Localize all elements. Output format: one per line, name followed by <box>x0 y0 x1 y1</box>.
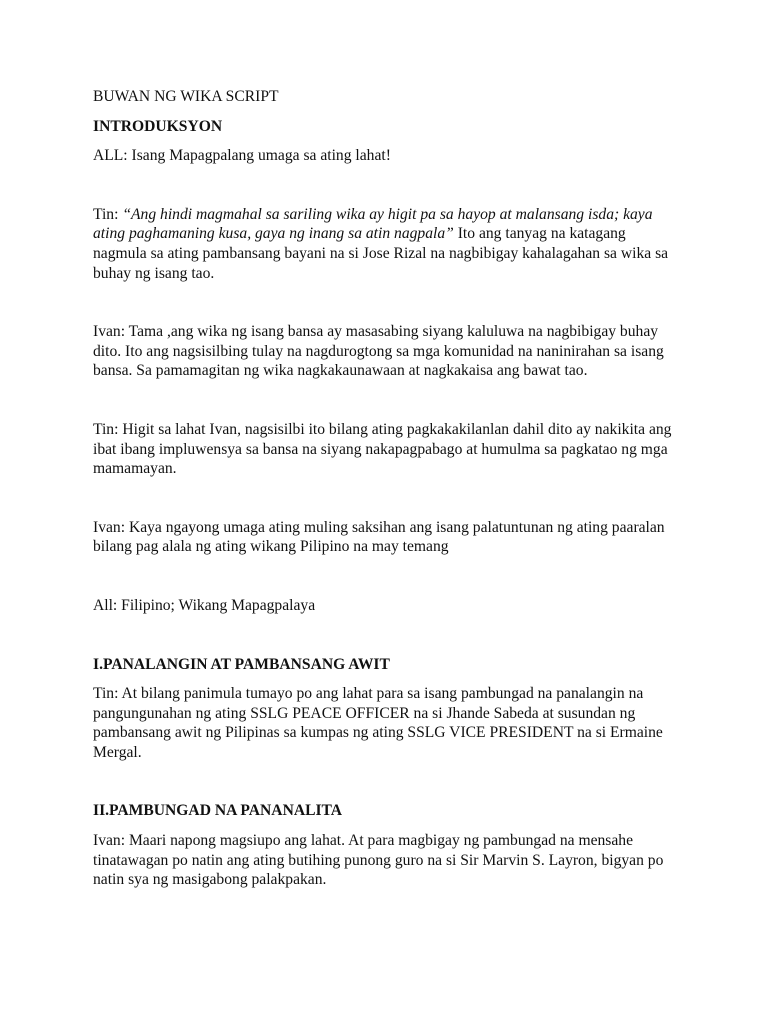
ivan-paragraph-1: Ivan: Tama ,ang wika ng isang bansa ay masasabing siyang kaluluwa na nagbibigay buhay dito. Ito ang nagsisilbing tulay na nagdurogtong sa mga komunidad na naninirahan sa isang bansa. Sa pamamagitan ng wika nagkakaunawaan at nagkakaisa ang bawat tao. <box>93 323 664 380</box>
ivan-paragraph-2: Ivan: Kaya ngayong umaga ating muling saksihan ang isang palatuntunan ng ating paaralan bilang pag alala ng ating wikang Pilipino na may temang <box>93 518 665 556</box>
rizal-quote: “Ang hindi magmahal sa sariling wika ay higit pa sa hayop at malansang isda; kaya ating paghamaning kusa, gaya ng inang sa atin nagpala” <box>93 205 653 243</box>
intro-heading: INTRODUKSYON <box>93 117 223 135</box>
all-greeting-line: ALL: Isang Mapagpalang umaga sa ating lahat! <box>93 147 391 165</box>
all-theme-line: All: Filipino; Wikang Mapagpalaya <box>93 596 316 614</box>
tin-quote-paragraph <box>93 205 683 283</box>
tin-paragraph-2: Tin: Higit sa lahat Ivan, nagsisilbi ito bilang ating pagkakakilanlan dahil dito ay nakikita ang ibat ibang impluwensya sa bansa na siyang nakapagpabago at humulma sa pagkatao ng mga mamamayan. <box>93 420 672 478</box>
tin-paragraph-3: Tin: At bilang panimula tumayo po ang lahat para sa isang pambungad na panalangin na pangungunahan ng ating SSLG PEACE OFFICER na si Jhande Sabeda at susundan ng pambansang awit ng Pilipinas sa kumpas ng ating SSLG VICE PRESIDENT na si Ermaine Mergal. <box>93 685 663 761</box>
document-body <box>93 87 683 890</box>
tin-quote-explanation: Ito ang tanyag na katagang nagmula sa ating pambansang bayani na si Jose Rizal na nagbibigay kahalagahan sa wika sa buhay ng isang tao. <box>93 225 669 282</box>
section-1-heading: I.PANALANGIN AT PAMBANSANG AWIT <box>93 655 390 673</box>
ivan-paragraph-3: Ivan: Maari napong magsiupo ang lahat. At para magbigay ng pambungad na mensahe tinatawagan po natin ang ating butihing punong guro na si Sir Marvin S. Layron, bigyan po natin sya ng masigabong palakpakan. <box>93 832 664 889</box>
section-2-heading: II.PAMBUNGAD NA PANANALITA <box>93 802 343 820</box>
tin-speaker-label: Tin: <box>93 205 123 223</box>
document-title: BUWAN NG WIKA SCRIPT <box>93 88 279 105</box>
